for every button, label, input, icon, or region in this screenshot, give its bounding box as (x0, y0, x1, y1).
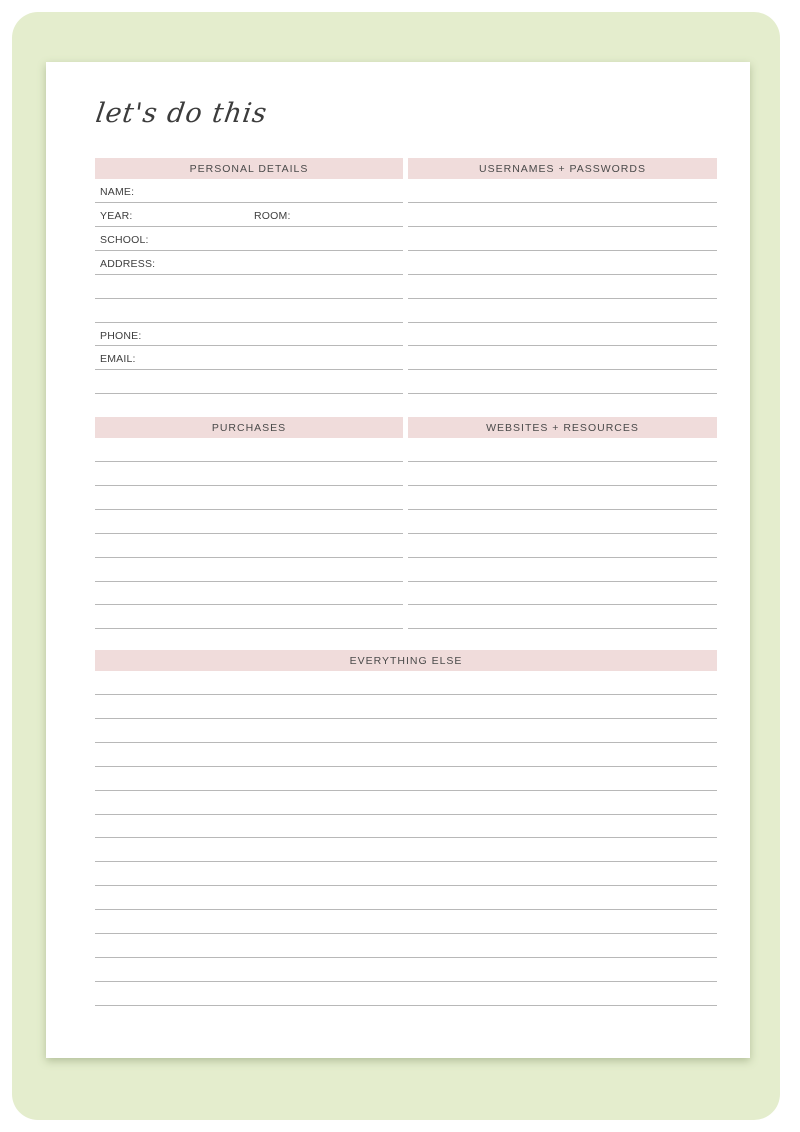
purchases-line[interactable] (95, 509, 403, 510)
everything-else-line[interactable] (95, 718, 717, 719)
name-label: NAME: (100, 186, 135, 198)
year-label: YEAR: (100, 210, 133, 222)
address-label: ADDRESS: (100, 258, 156, 270)
everything-else-line[interactable] (95, 790, 717, 791)
websites-resources-line[interactable] (408, 533, 717, 534)
everything-else-line[interactable] (95, 861, 717, 862)
school-label: SCHOOL: (100, 234, 149, 246)
websites-resources-line[interactable] (408, 509, 717, 510)
purchases-line[interactable] (95, 533, 403, 534)
everything-else-line[interactable] (95, 885, 717, 886)
personal-details-line[interactable] (95, 226, 403, 227)
websites-resources-line[interactable] (408, 485, 717, 486)
usernames-passwords-line[interactable] (408, 345, 717, 346)
page-title: let's do this (93, 98, 270, 129)
usernames-passwords-header: USERNAMES + PASSWORDS (408, 158, 717, 179)
usernames-passwords-line[interactable] (408, 274, 717, 275)
everything-else-line[interactable] (95, 981, 717, 982)
everything-else-line[interactable] (95, 933, 717, 934)
personal-details-line[interactable] (95, 274, 403, 275)
websites-resources-line[interactable] (408, 461, 717, 462)
purchases-header: PURCHASES (95, 417, 403, 438)
websites-resources-line[interactable] (408, 581, 717, 582)
everything-else-line[interactable] (95, 694, 717, 695)
personal-details-header: PERSONAL DETAILS (95, 158, 403, 179)
everything-else-line[interactable] (95, 957, 717, 958)
usernames-passwords-line[interactable] (408, 393, 717, 394)
purchases-line[interactable] (95, 604, 403, 605)
room-label: ROOM: (254, 210, 291, 222)
personal-details-line[interactable] (95, 298, 403, 299)
everything-else-header: EVERYTHING ELSE (95, 650, 717, 671)
everything-else-line[interactable] (95, 742, 717, 743)
purchases-line[interactable] (95, 557, 403, 558)
usernames-passwords-line[interactable] (408, 226, 717, 227)
personal-details-line[interactable] (95, 369, 403, 370)
personal-details-line[interactable] (95, 393, 403, 394)
personal-details-line[interactable] (95, 250, 403, 251)
everything-else-line[interactable] (95, 837, 717, 838)
everything-else-line[interactable] (95, 909, 717, 910)
personal-details-line[interactable] (95, 345, 403, 346)
personal-details-line[interactable] (95, 202, 403, 203)
personal-details-line[interactable] (95, 322, 403, 323)
usernames-passwords-line[interactable] (408, 322, 717, 323)
websites-resources-line[interactable] (408, 557, 717, 558)
websites-resources-header: WEBSITES + RESOURCES (408, 417, 717, 438)
websites-resources-line[interactable] (408, 604, 717, 605)
everything-else-line[interactable] (95, 1005, 717, 1006)
purchases-line[interactable] (95, 581, 403, 582)
email-label: EMAIL: (100, 353, 136, 365)
everything-else-line[interactable] (95, 814, 717, 815)
everything-else-line[interactable] (95, 766, 717, 767)
websites-resources-line[interactable] (408, 628, 717, 629)
phone-label: PHONE: (100, 330, 142, 342)
purchases-line[interactable] (95, 461, 403, 462)
usernames-passwords-line[interactable] (408, 369, 717, 370)
usernames-passwords-line[interactable] (408, 202, 717, 203)
usernames-passwords-line[interactable] (408, 250, 717, 251)
purchases-line[interactable] (95, 628, 403, 629)
usernames-passwords-line[interactable] (408, 298, 717, 299)
purchases-line[interactable] (95, 485, 403, 486)
